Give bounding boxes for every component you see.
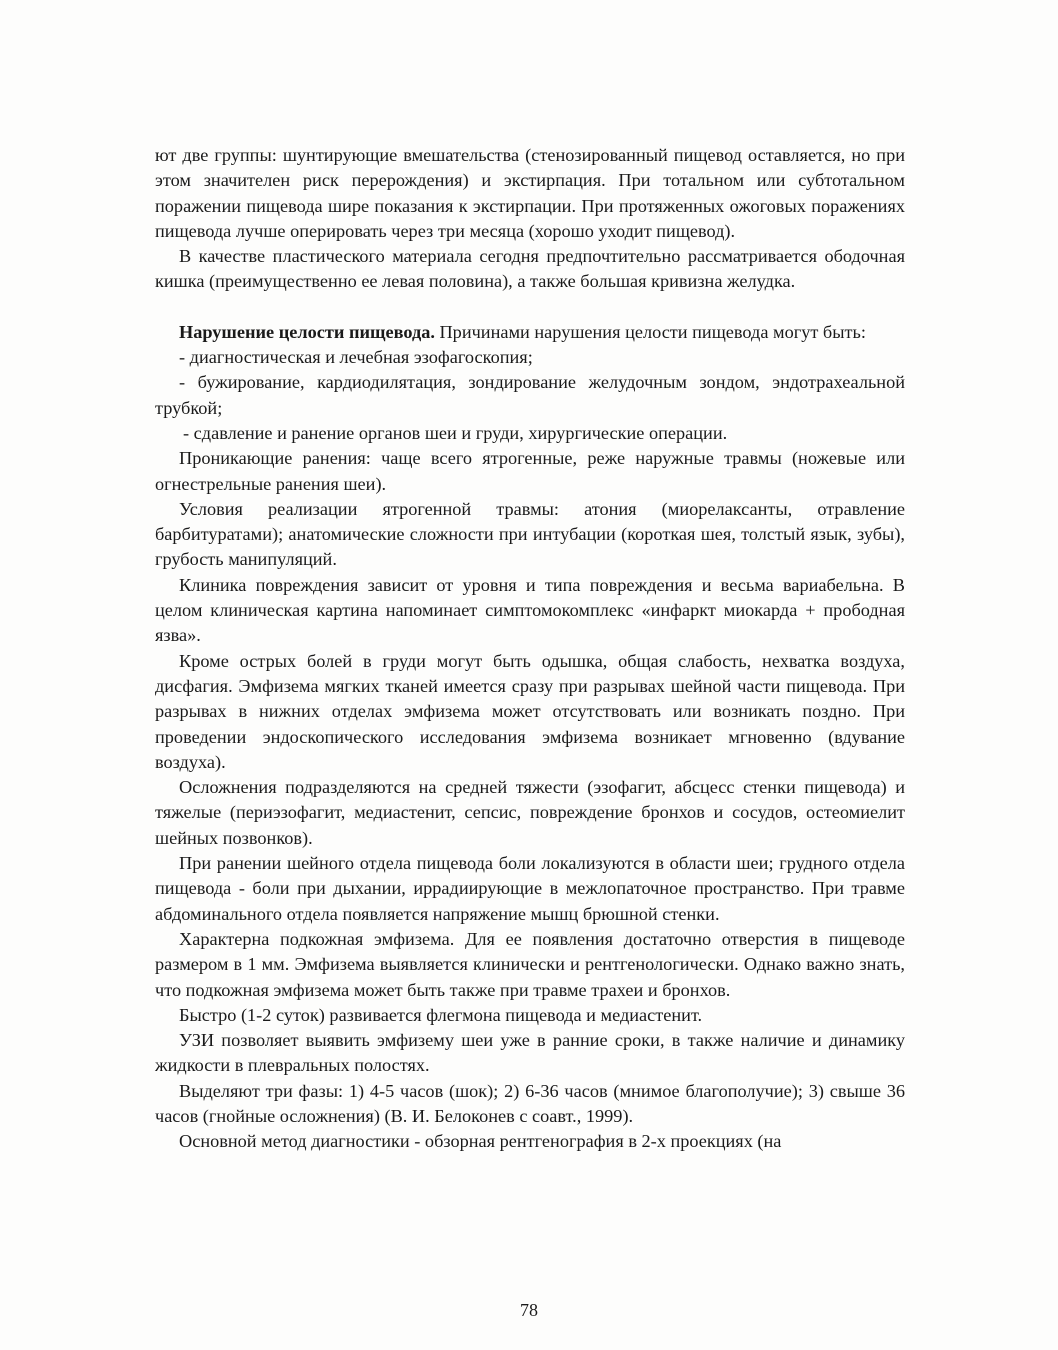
paragraph: При ранении шейного отдела пищевода боли локализуются в области шеи; грудного отдела пищевода - боли при дыхании, иррадиирующие в межлопаточное пространство. При травме абдоминального отдела появляется напряжение мышц брюшной стенки. <box>155 853 905 924</box>
section-heading: Нарушение целости пищевода. <box>179 321 435 342</box>
paragraph: Клиника повреждения зависит от уровня и типа повреждения и весьма вариабельна. В целом клиническая картина напоминает симптомокомплекс «инфаркт миокарда + прободная язва». <box>155 574 905 646</box>
paragraph: Осложнения подразделяются на средней тяжести (эзофагит, абсцесс стенки пищевода) и тяжелые (периэзофагит, медиастенит, сепсис, повреждение бронхов и сосудов, остеомиелит шейных позвонков). <box>155 777 905 848</box>
list-item: - сдавление и ранение органов шеи и груди, хирургические операции. <box>183 422 728 443</box>
section-intro: Причинами нарушения целости пищевода могут быть: <box>434 321 866 342</box>
paragraph: Проникающие ранения: чаще всего ятрогенные, реже наружные травмы (ножевые или огнестрельные ранения шеи). <box>155 448 905 494</box>
paragraph: Выделяют три фазы: 1) 4-5 часов (шок); 2) 6-36 часов (мнимое благополучие); 3) свыше 36 часов (гнойные осложнения) (В. И. Белоконев с соавт., 1999). <box>155 1080 905 1126</box>
paragraph: В качестве пластического материала сегодня предпочтительно рассматривается ободочная кишка (преимущественно ее левая половина), а также большая кривизна желудка. <box>155 246 905 292</box>
page-number: 78 <box>520 1300 538 1320</box>
paragraph: ют две группы: шунтирующие вмешательства (стенозированный пищевод оставляется, но при этом значителен риск перерождения) и экстирпация. При тотальном или субтотальном поражении пищевода шире показания к экстирпации. При протяженных ожоговых поражениях пищевода лучше оперировать через три месяца (хорошо уходит пищевод). <box>155 145 905 241</box>
paragraph: УЗИ позволяет выявить эмфизему шеи уже в ранние сроки, в также наличие и динамику жидкости в плевральных полостях. <box>155 1030 905 1076</box>
list-item: - бужирование, кардиодилятация, зондирование желудочным зондом, эндотрахеальной трубкой; <box>155 372 905 418</box>
paragraph: Быстро (1-2 суток) развивается флегмона пищевода и медиастенит. <box>179 1004 703 1025</box>
section-intro-paragraph <box>155 320 905 345</box>
list-item: - диагностическая и лечебная эзофагоскопия; <box>179 347 533 368</box>
paragraph: Характерна подкожная эмфизема. Для ее появления достаточно отверстия в пищеводе размером в 1 мм. Эмфизема выявляется клинически и рентгенологически. Однако важно знать, что подкожная эмфизема может быть также при травме трахеи и бронхов. <box>155 928 905 1000</box>
page-body <box>155 143 905 1155</box>
paragraph: Основной метод диагностики - обзорная рентгенография в 2-х проекциях (на <box>179 1131 782 1152</box>
paragraph: Условия реализации ятрогенной травмы: атония (миорелаксанты, отравление барбитуратами); анатомические сложности при интубации (короткая шея, толстый язык, зубы), грубость манипуляций. <box>155 498 905 570</box>
paragraph: Кроме острых болей в груди могут быть одышка, общая слабость, нехватка воздуха, дисфагия. Эмфизема мягких тканей имеется сразу при разрывах шейной части пищевода. При разрывах в нижних отделах эмфизема может отсутствовать или возникать поздно. При проведении эндоскопического исследования эмфизема возникает мгновенно (вдувание воздуха). <box>155 650 905 772</box>
